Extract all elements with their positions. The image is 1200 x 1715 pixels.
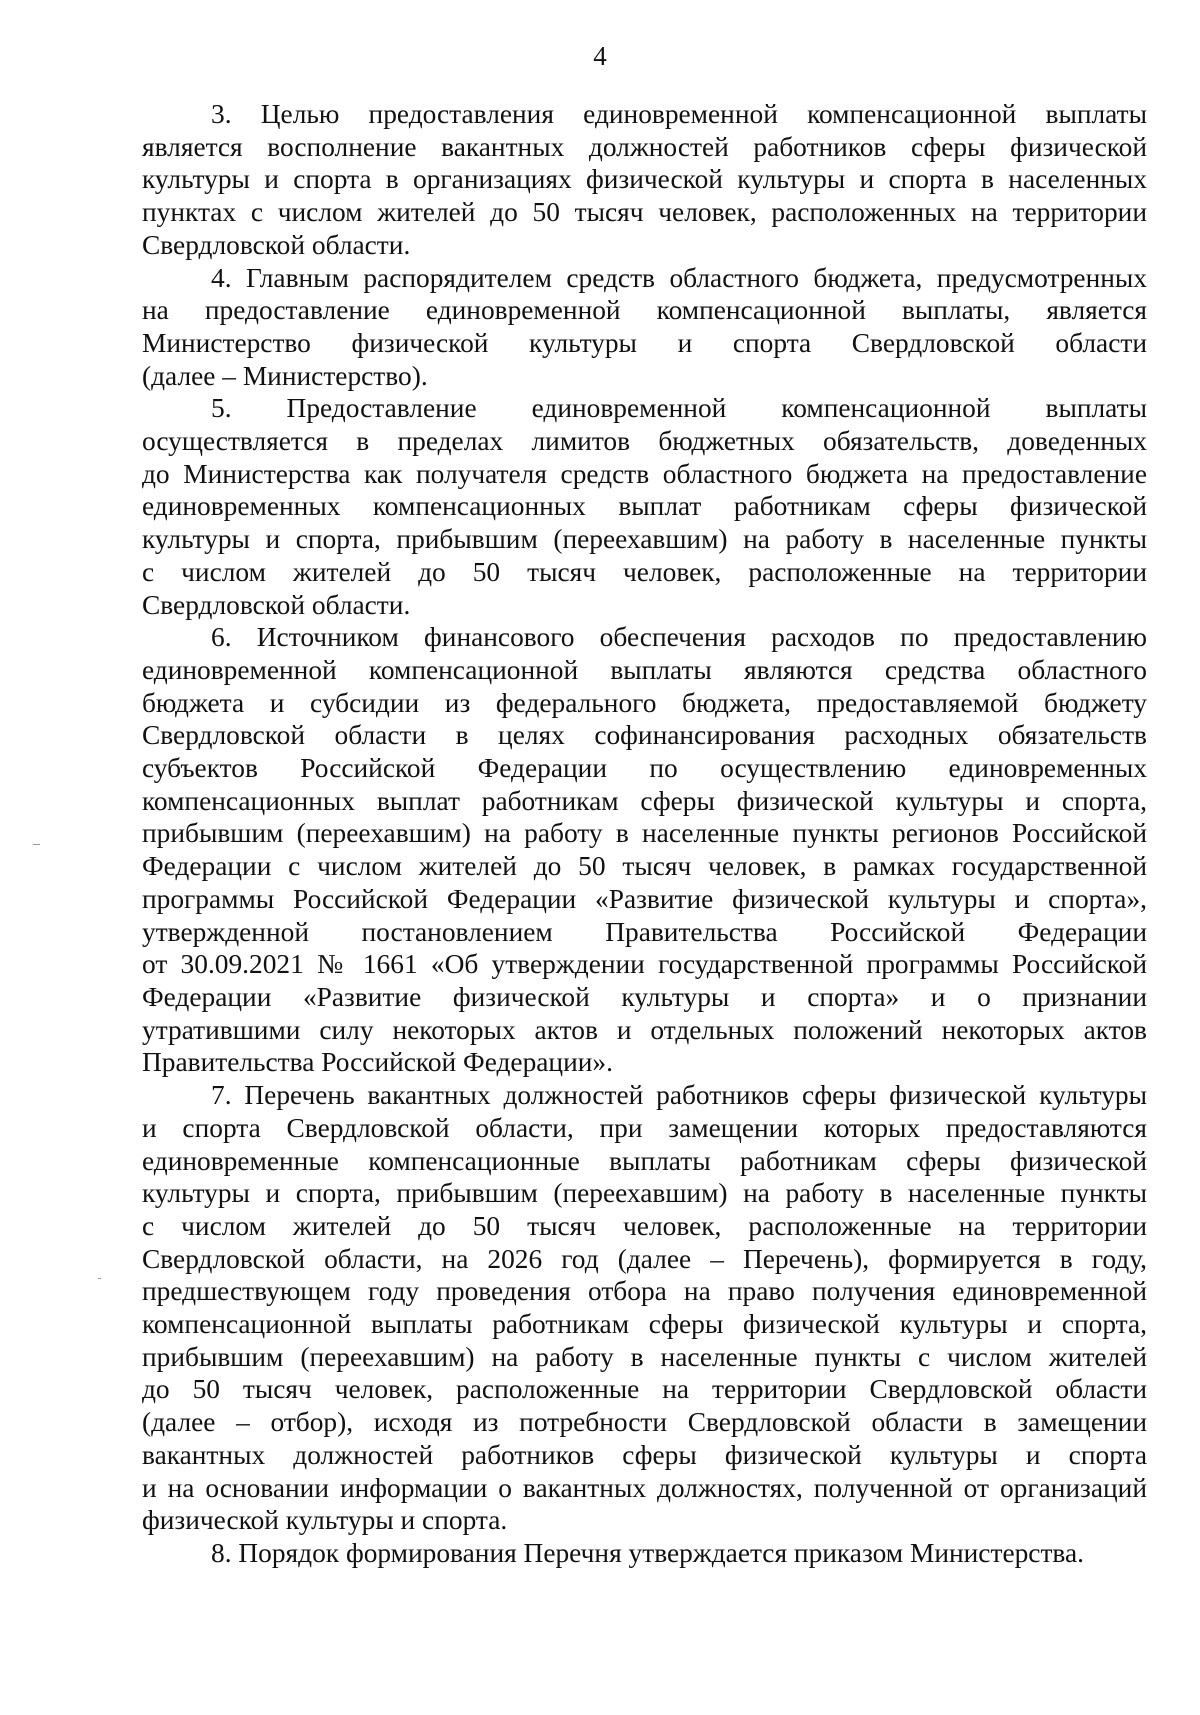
paragraph-line: Федерации с числом жителей до 50 тысяч человек, в рамках государственной	[142, 851, 1147, 882]
paragraph-line: 4. Главным распорядителем средств областного бюджета, предусмотренных	[211, 262, 1147, 293]
scan-artifact-mark	[98, 1278, 101, 1279]
paragraph-p5	[142, 392, 1147, 621]
paragraph-line: 8. Порядок формирования Перечня утверждается приказом Министерства.	[211, 1537, 1084, 1568]
paragraph-line: на предоставление единовременной компенсационной выплаты, является	[142, 295, 1147, 326]
paragraph-line: прибывшим (переехавшим) на работу в населенные пункты регионов Российской	[142, 818, 1147, 849]
paragraph-line: культуры и спорта в организациях физической культуры и спорта в населенных	[142, 164, 1147, 195]
paragraph-line: осуществляется в пределах лимитов бюджетных обязательств, доведенных	[142, 426, 1147, 457]
paragraph-line: бюджета и субсидии из федерального бюджета, предоставляемой бюджету	[142, 687, 1147, 718]
paragraph-line: компенсационной выплаты работникам сферы физической культуры и спорта,	[142, 1309, 1147, 1340]
paragraph-line: с числом жителей до 50 тысяч человек, расположенные на территории	[142, 556, 1147, 587]
paragraph-line: Свердловской области.	[142, 589, 411, 620]
paragraph-line: до 50 тысяч человек, расположенные на территории Свердловской области	[142, 1374, 1147, 1405]
paragraph-p3	[142, 98, 1147, 262]
paragraph-line: Свердловской области, на 2026 год (далее – Перечень), формируется в году,	[142, 1243, 1147, 1274]
paragraph-line: 5. Предоставление единовременной компенсационной выплаты	[211, 393, 1147, 424]
paragraph-line: и на основании информации о вакантных должностях, полученной от организаций	[142, 1472, 1147, 1503]
paragraph-line: физической культуры и спорта.	[142, 1505, 508, 1536]
paragraph-p8	[142, 1537, 1147, 1570]
paragraph-line: Свердловской области.	[142, 229, 411, 260]
paragraph-line: единовременные компенсационные выплаты работникам сферы физической	[142, 1145, 1147, 1176]
paragraph-line: 7. Перечень вакантных должностей работников сферы физической культуры	[211, 1080, 1147, 1111]
paragraph-line: единовременной компенсационной выплаты являются средства областного	[142, 654, 1147, 685]
paragraph-line: (далее – отбор), исходя из потребности Свердловской области в замещении	[142, 1407, 1147, 1438]
paragraph-line: Правительства Российской Федерации».	[142, 1047, 613, 1078]
paragraph-line: компенсационных выплат работникам сферы физической культуры и спорта,	[142, 785, 1147, 816]
paragraph-line: культуры и спорта, прибывшим (переехавшим) на работу в населенные пункты	[142, 1178, 1147, 1209]
paragraph-line: и спорта Свердловской области, при замещении которых предоставляются	[142, 1112, 1147, 1143]
paragraph-line: пунктах с числом жителей до 50 тысяч человек, расположенных на территории	[142, 197, 1147, 228]
paragraph-line: (далее – Министерство).	[142, 360, 428, 391]
paragraph-line: является восполнение вакантных должностей работников сферы физической	[142, 131, 1147, 162]
paragraph-p7	[142, 1079, 1147, 1537]
paragraph-line: утвержденной постановлением Правительства Российской Федерации	[142, 916, 1147, 947]
paragraph-line: Федерации «Развитие физической культуры и спорта» и о признании	[142, 981, 1147, 1012]
paragraph-line: предшествующем году проведения отбора на право получения единовременной	[142, 1276, 1147, 1307]
paragraph-line: утратившими силу некоторых актов и отдельных положений некоторых актов	[142, 1014, 1147, 1045]
paragraph-line: прибывшим (переехавшим) на работу в населенные пункты с числом жителей	[142, 1341, 1147, 1372]
page-number: 4	[593, 41, 607, 71]
paragraph-line: Министерство физической культуры и спорта Свердловской области	[142, 327, 1147, 358]
paragraph-line: программы Российской Федерации «Развитие физической культуры и спорта»,	[142, 883, 1147, 914]
paragraph-line: с числом жителей до 50 тысяч человек, расположенные на территории	[142, 1210, 1147, 1241]
document-body	[142, 98, 1147, 1570]
paragraph-p4	[142, 262, 1147, 393]
paragraph-line: субъектов Российской Федерации по осуществлению единовременных	[142, 753, 1147, 784]
paragraph-p6	[142, 621, 1147, 1079]
paragraph-line: Свердловской области в целях софинансирования расходных обязательств	[142, 720, 1147, 751]
paragraph-line: вакантных должностей работников сферы физической культуры и спорта	[142, 1439, 1147, 1470]
paragraph-line: 3. Целью предоставления единовременной компенсационной выплаты	[211, 99, 1147, 129]
paragraph-line: от 30.09.2021 № 1661 «Об утверждении государственной программы Российской	[142, 949, 1147, 980]
paragraph-line: 6. Источником финансового обеспечения расходов по предоставлению	[211, 622, 1147, 653]
paragraph-line: до Министерства как получателя средств областного бюджета на предоставление	[142, 458, 1147, 489]
scan-artifact-mark	[33, 844, 40, 845]
paragraph-line: единовременных компенсационных выплат работникам сферы физической	[142, 491, 1147, 522]
paragraph-line: культуры и спорта, прибывшим (переехавшим) на работу в населенные пункты	[142, 524, 1147, 555]
